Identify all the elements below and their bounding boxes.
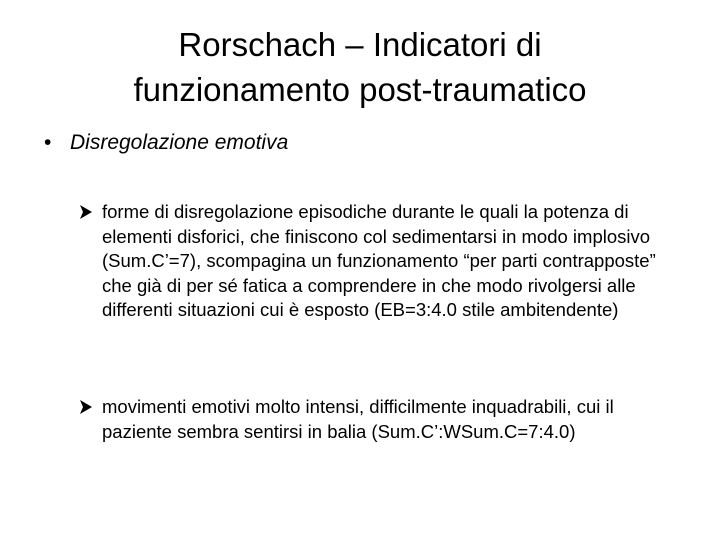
title-line-2: funzionamento post-traumatico: [133, 71, 587, 108]
sub-bullet-1-text: forme di disregolazione episodiche durante le quali la potenza di elementi disforici, che finiscono col sedimentarsi in modo implosivo (Sum.C’=7), scompagina un funzionamento “per parti contrapposte” che già di per sé fatica a comprendere in che modo rivolgersi alle differenti situazioni cui è esposto (EB=3:4.0 stile ambitendente): [102, 201, 656, 320]
slide-title: [60, 22, 660, 112]
title-line-1: Rorschach – Indicatori di: [178, 26, 542, 63]
bullet-dot-icon: •: [44, 131, 52, 154]
sub-bullet-2-text: movimenti emotivi molto intensi, difficilmente inquadrabili, cui il paziente sembra sentirsi in balia (Sum.C’:WSum.C=7:4.0): [102, 396, 614, 442]
sub-bullet-1: [76, 200, 686, 323]
main-bullet: [44, 128, 684, 158]
arrow-bullet-icon: [76, 395, 100, 419]
sub-bullet-2: [76, 395, 686, 444]
arrow-bullet-icon: [76, 200, 100, 224]
main-bullet-text: Disregolazione emotiva: [70, 131, 289, 154]
